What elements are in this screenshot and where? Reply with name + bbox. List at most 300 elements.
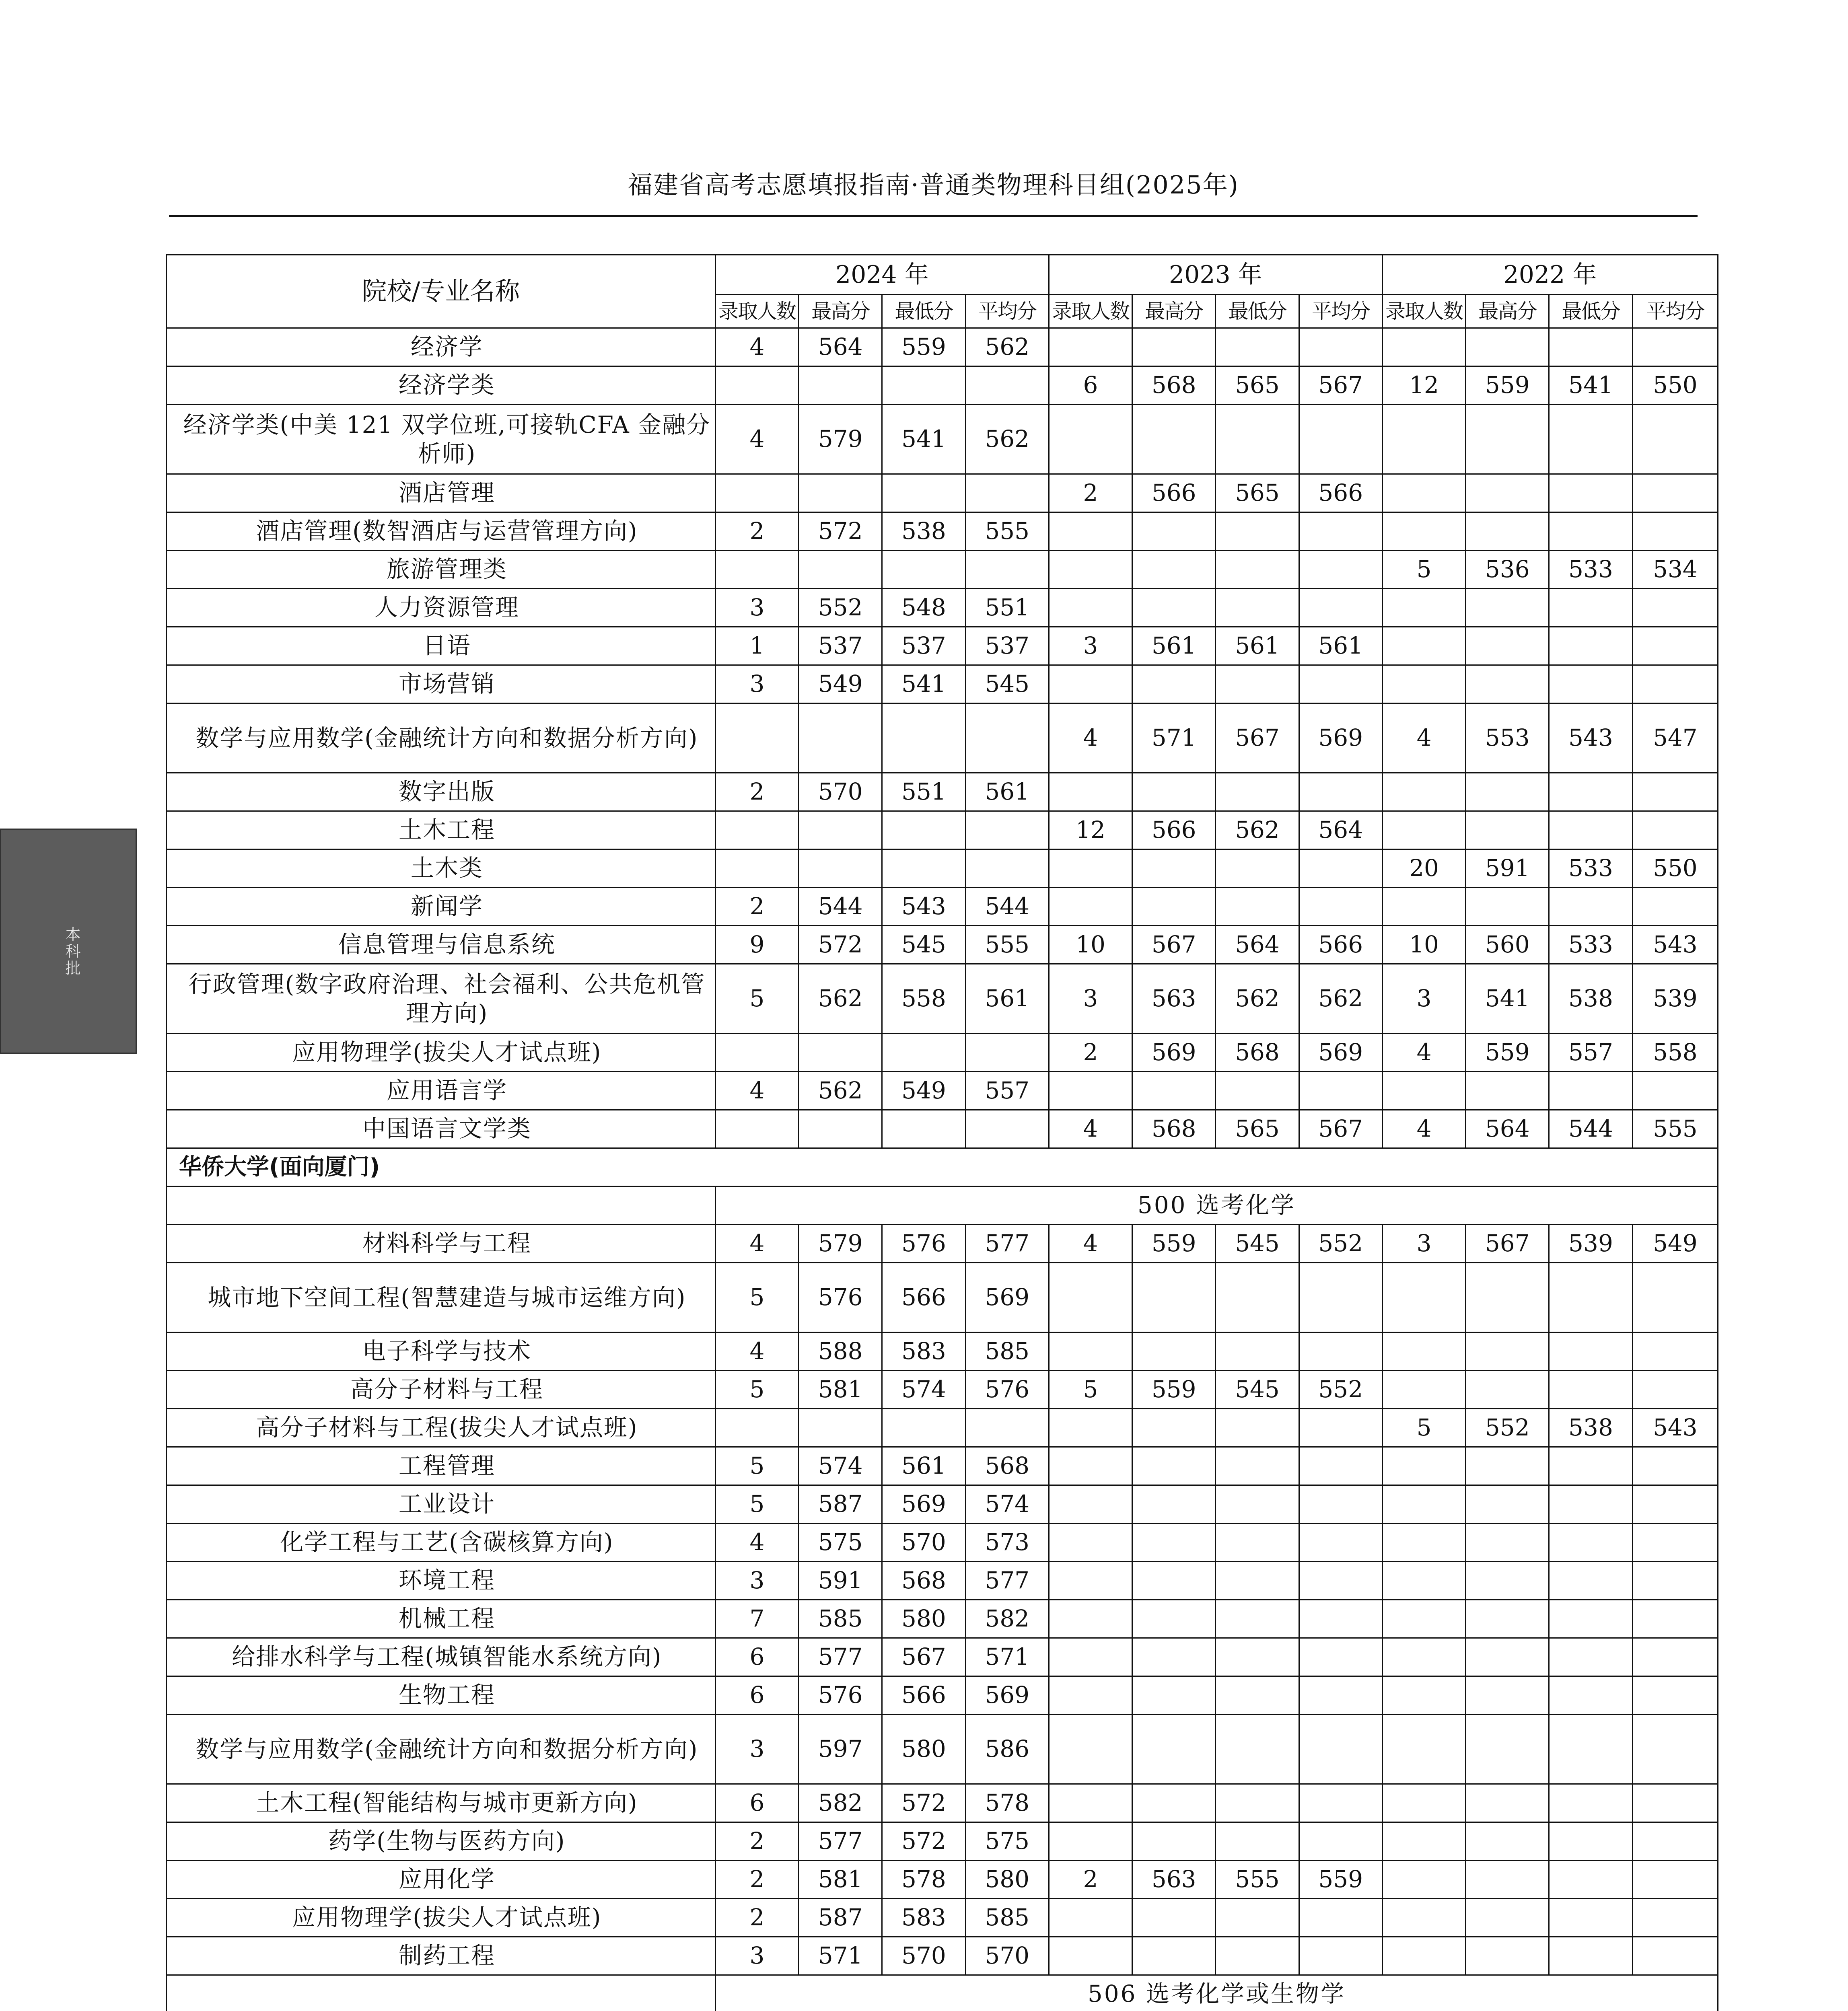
score-cell bbox=[1632, 589, 1718, 627]
score-cell: 579 bbox=[799, 405, 882, 474]
major-name-cell: 药学(生物与医药方向) bbox=[167, 1822, 716, 1861]
score-cell bbox=[715, 1110, 798, 1148]
score-cell bbox=[1466, 1263, 1549, 1332]
score-cell: 566 bbox=[882, 1676, 965, 1715]
school-row bbox=[167, 1148, 1718, 1186]
score-cell bbox=[1549, 811, 1632, 849]
score-cell bbox=[1466, 1638, 1549, 1676]
major-name-cell: 经济学 bbox=[167, 328, 716, 366]
score-cell bbox=[1216, 1524, 1299, 1562]
subject-group-row bbox=[167, 1975, 1718, 2011]
score-cell bbox=[715, 703, 798, 773]
table-row bbox=[167, 1263, 1718, 1332]
score-cell bbox=[1466, 773, 1549, 811]
score-cell: 552 bbox=[1299, 1225, 1382, 1263]
table-row bbox=[167, 849, 1718, 888]
score-cell bbox=[882, 551, 965, 589]
sub-header-cell: 最低分 bbox=[1216, 295, 1299, 328]
sub-header-cell: 最低分 bbox=[882, 295, 965, 328]
score-cell: 5 bbox=[1382, 1409, 1465, 1447]
table-row bbox=[167, 773, 1718, 811]
score-cell: 533 bbox=[1549, 849, 1632, 888]
score-cell bbox=[799, 366, 882, 405]
score-cell: 555 bbox=[965, 512, 1049, 551]
score-cell bbox=[1549, 1524, 1632, 1562]
score-cell bbox=[1132, 551, 1216, 589]
score-cell: 570 bbox=[965, 1937, 1049, 1975]
score-cell bbox=[1299, 1899, 1382, 1937]
score-cell bbox=[1632, 512, 1718, 551]
score-cell bbox=[1466, 1899, 1549, 1937]
score-cell: 570 bbox=[882, 1524, 965, 1562]
score-cell: 559 bbox=[1466, 1034, 1549, 1072]
score-cell bbox=[1382, 1524, 1465, 1562]
score-cell: 2 bbox=[715, 888, 798, 926]
table-row bbox=[167, 1524, 1718, 1562]
table-row bbox=[167, 665, 1718, 703]
sub-header-cell: 平均分 bbox=[1299, 295, 1382, 328]
major-name-cell: 城市地下空间工程(智慧建造与城市运维方向) bbox=[167, 1263, 716, 1332]
year-header-2022: 2022 年 bbox=[1382, 255, 1718, 295]
score-cell bbox=[1382, 1715, 1465, 1784]
score-cell bbox=[1132, 1263, 1216, 1332]
sub-header-cell: 最高分 bbox=[799, 295, 882, 328]
score-cell bbox=[1549, 1937, 1632, 1975]
score-cell bbox=[1216, 589, 1299, 627]
score-cell bbox=[1382, 1371, 1465, 1409]
year-header-2023: 2023 年 bbox=[1049, 255, 1382, 295]
score-cell bbox=[1466, 1371, 1549, 1409]
score-cell bbox=[799, 1409, 882, 1447]
score-cell bbox=[1216, 1263, 1299, 1332]
score-cell: 3 bbox=[715, 589, 798, 627]
score-cell bbox=[1382, 1899, 1465, 1937]
score-cell: 551 bbox=[965, 589, 1049, 627]
score-cell: 3 bbox=[1382, 1225, 1465, 1263]
score-cell bbox=[1299, 1600, 1382, 1638]
major-name-cell: 机械工程 bbox=[167, 1600, 716, 1638]
score-cell bbox=[1549, 1899, 1632, 1937]
side-tab-label: 本科批 bbox=[63, 926, 80, 977]
score-cell bbox=[1216, 551, 1299, 589]
score-cell: 580 bbox=[882, 1715, 965, 1784]
score-cell bbox=[1299, 551, 1382, 589]
score-cell bbox=[1132, 1524, 1216, 1562]
score-cell: 4 bbox=[1382, 703, 1465, 773]
score-cell bbox=[1382, 1332, 1465, 1371]
score-cell bbox=[965, 1409, 1049, 1447]
score-cell: 559 bbox=[1466, 366, 1549, 405]
score-cell bbox=[1382, 474, 1465, 512]
score-cell: 555 bbox=[1632, 1110, 1718, 1148]
table-row bbox=[167, 1110, 1718, 1148]
score-cell: 4 bbox=[1049, 1225, 1132, 1263]
table-row bbox=[167, 888, 1718, 926]
score-cell: 2 bbox=[715, 773, 798, 811]
score-cell bbox=[1049, 1332, 1132, 1371]
major-name-cell: 新闻学 bbox=[167, 888, 716, 926]
score-cell: 568 bbox=[1216, 1034, 1299, 1072]
score-cell bbox=[965, 811, 1049, 849]
score-cell: 545 bbox=[965, 665, 1049, 703]
score-cell: 539 bbox=[1632, 964, 1718, 1034]
score-cell bbox=[799, 474, 882, 512]
score-cell bbox=[1132, 1822, 1216, 1861]
score-cell bbox=[1049, 1485, 1132, 1524]
score-cell bbox=[1632, 1600, 1718, 1638]
score-cell: 12 bbox=[1049, 811, 1132, 849]
score-cell: 2 bbox=[715, 1822, 798, 1861]
score-cell bbox=[1049, 1447, 1132, 1485]
major-name-cell: 土木工程(智能结构与城市更新方向) bbox=[167, 1784, 716, 1822]
score-cell bbox=[1132, 849, 1216, 888]
score-cell: 541 bbox=[882, 665, 965, 703]
score-cell: 4 bbox=[715, 405, 798, 474]
score-cell bbox=[1132, 1332, 1216, 1371]
table-row bbox=[167, 1485, 1718, 1524]
table-row bbox=[167, 1332, 1718, 1371]
score-cell bbox=[1216, 1715, 1299, 1784]
score-cell bbox=[1466, 1861, 1549, 1899]
score-cell: 6 bbox=[715, 1676, 798, 1715]
score-cell: 539 bbox=[1549, 1225, 1632, 1263]
major-name-cell: 酒店管理 bbox=[167, 474, 716, 512]
score-cell bbox=[965, 1110, 1049, 1148]
score-cell bbox=[965, 551, 1049, 589]
score-cell bbox=[1132, 1638, 1216, 1676]
score-cell: 562 bbox=[1216, 811, 1299, 849]
major-name-cell: 日语 bbox=[167, 627, 716, 665]
section-side-tab bbox=[0, 829, 137, 1054]
subject-group-row bbox=[167, 1186, 1718, 1225]
score-cell bbox=[1049, 665, 1132, 703]
group-blank-cell bbox=[167, 1975, 716, 2011]
score-cell bbox=[1549, 1332, 1632, 1371]
score-cell: 582 bbox=[799, 1784, 882, 1822]
score-cell: 6 bbox=[1049, 366, 1132, 405]
score-cell bbox=[1299, 665, 1382, 703]
score-cell: 12 bbox=[1382, 366, 1465, 405]
score-cell bbox=[1132, 1715, 1216, 1784]
score-cell bbox=[882, 474, 965, 512]
table-row bbox=[167, 1638, 1718, 1676]
score-cell: 571 bbox=[965, 1638, 1049, 1676]
table-row bbox=[167, 1409, 1718, 1447]
score-cell bbox=[1132, 773, 1216, 811]
score-cell bbox=[1049, 512, 1132, 551]
table-row bbox=[167, 1715, 1718, 1784]
score-cell: 553 bbox=[1466, 703, 1549, 773]
score-cell: 545 bbox=[1216, 1225, 1299, 1263]
major-name-cell: 行政管理(数字政府治理、社会福利、公共危机管理方向) bbox=[167, 964, 716, 1034]
score-cell bbox=[1216, 1072, 1299, 1110]
score-cell: 6 bbox=[715, 1784, 798, 1822]
score-cell: 547 bbox=[1632, 703, 1718, 773]
score-cell: 544 bbox=[965, 888, 1049, 926]
score-cell bbox=[1216, 1562, 1299, 1600]
score-cell bbox=[1049, 1822, 1132, 1861]
score-cell: 6 bbox=[715, 1638, 798, 1676]
score-cell: 571 bbox=[799, 1937, 882, 1975]
score-cell bbox=[1216, 1638, 1299, 1676]
subject-group-label: 500 选考化学 bbox=[715, 1186, 1718, 1225]
score-cell bbox=[1049, 1562, 1132, 1600]
score-cell bbox=[965, 366, 1049, 405]
score-cell: 549 bbox=[1632, 1225, 1718, 1263]
score-cell bbox=[1049, 1937, 1132, 1975]
score-cell: 579 bbox=[799, 1225, 882, 1263]
major-name-cell: 应用物理学(拔尖人才试点班) bbox=[167, 1034, 716, 1072]
score-cell bbox=[1382, 627, 1465, 665]
score-cell: 557 bbox=[1549, 1034, 1632, 1072]
score-cell bbox=[1299, 1784, 1382, 1822]
table-row bbox=[167, 1600, 1718, 1638]
score-cell bbox=[1466, 1524, 1549, 1562]
score-cell bbox=[1132, 328, 1216, 366]
major-name-cell: 酒店管理(数智酒店与运营管理方向) bbox=[167, 512, 716, 551]
score-cell: 555 bbox=[965, 926, 1049, 964]
score-cell bbox=[799, 849, 882, 888]
score-cell bbox=[1299, 1822, 1382, 1861]
score-cell bbox=[1466, 811, 1549, 849]
score-cell: 567 bbox=[1216, 703, 1299, 773]
major-name-cell: 应用物理学(拔尖人才试点班) bbox=[167, 1899, 716, 1937]
score-cell bbox=[1382, 512, 1465, 551]
score-cell bbox=[1049, 589, 1132, 627]
sub-header-cell: 录取人数 bbox=[1049, 295, 1132, 328]
score-cell: 582 bbox=[965, 1600, 1049, 1638]
score-cell bbox=[1382, 1822, 1465, 1861]
score-cell: 569 bbox=[965, 1676, 1049, 1715]
score-cell bbox=[1466, 1562, 1549, 1600]
score-cell: 576 bbox=[799, 1676, 882, 1715]
score-cell bbox=[1466, 1715, 1549, 1784]
score-cell: 561 bbox=[882, 1447, 965, 1485]
score-cell: 568 bbox=[1132, 1110, 1216, 1148]
score-cell: 576 bbox=[882, 1225, 965, 1263]
score-cell bbox=[1466, 474, 1549, 512]
score-cell bbox=[1382, 1600, 1465, 1638]
score-cell: 564 bbox=[1299, 811, 1382, 849]
table-row bbox=[167, 964, 1718, 1034]
score-cell bbox=[1466, 1784, 1549, 1822]
score-cell: 559 bbox=[1299, 1861, 1382, 1899]
score-cell: 3 bbox=[1382, 964, 1465, 1034]
score-cell: 559 bbox=[1132, 1371, 1216, 1409]
score-cell bbox=[1216, 1409, 1299, 1447]
score-cell: 5 bbox=[715, 964, 798, 1034]
score-cell bbox=[1049, 1409, 1132, 1447]
score-cell bbox=[1216, 1332, 1299, 1371]
score-cell: 567 bbox=[1299, 1110, 1382, 1148]
score-cell: 574 bbox=[882, 1371, 965, 1409]
score-cell: 3 bbox=[715, 1715, 798, 1784]
score-cell bbox=[1299, 1263, 1382, 1332]
score-cell: 9 bbox=[715, 926, 798, 964]
score-cell bbox=[965, 849, 1049, 888]
score-cell: 559 bbox=[1132, 1225, 1216, 1263]
score-cell bbox=[1132, 1676, 1216, 1715]
score-cell: 538 bbox=[1549, 964, 1632, 1034]
score-cell: 5 bbox=[715, 1263, 798, 1332]
score-cell: 562 bbox=[1299, 964, 1382, 1034]
score-cell bbox=[1549, 1371, 1632, 1409]
score-cell bbox=[882, 1110, 965, 1148]
score-cell bbox=[882, 811, 965, 849]
score-cell bbox=[1632, 1562, 1718, 1600]
score-cell: 10 bbox=[1382, 926, 1465, 964]
score-cell: 566 bbox=[1299, 926, 1382, 964]
score-cell: 591 bbox=[1466, 849, 1549, 888]
major-name-cell: 经济学类(中美 121 双学位班,可接轨CFA 金融分析师) bbox=[167, 405, 716, 474]
score-cell bbox=[799, 703, 882, 773]
score-cell: 4 bbox=[715, 1072, 798, 1110]
sub-header-cell: 录取人数 bbox=[1382, 295, 1465, 328]
major-name-cell: 人力资源管理 bbox=[167, 589, 716, 627]
score-cell bbox=[1549, 589, 1632, 627]
score-cell bbox=[715, 1034, 798, 1072]
major-name-cell: 应用化学 bbox=[167, 1861, 716, 1899]
group-blank-cell bbox=[167, 1186, 716, 1225]
score-cell: 580 bbox=[882, 1600, 965, 1638]
score-cell bbox=[1216, 512, 1299, 551]
score-cell bbox=[1632, 773, 1718, 811]
score-cell bbox=[1632, 665, 1718, 703]
score-cell: 583 bbox=[882, 1332, 965, 1371]
score-cell: 4 bbox=[715, 1332, 798, 1371]
score-cell bbox=[1632, 627, 1718, 665]
score-cell bbox=[1549, 1715, 1632, 1784]
score-cell: 563 bbox=[1132, 1861, 1216, 1899]
score-cell: 543 bbox=[1632, 926, 1718, 964]
score-cell: 572 bbox=[799, 512, 882, 551]
score-cell bbox=[1466, 512, 1549, 551]
score-cell: 5 bbox=[1382, 551, 1465, 589]
score-cell bbox=[1632, 1822, 1718, 1861]
score-cell: 566 bbox=[1132, 474, 1216, 512]
score-cell: 569 bbox=[1132, 1034, 1216, 1072]
score-cell: 3 bbox=[1049, 627, 1132, 665]
score-cell bbox=[965, 703, 1049, 773]
score-cell: 4 bbox=[1049, 1110, 1132, 1148]
score-cell bbox=[1549, 1263, 1632, 1332]
score-cell: 537 bbox=[882, 627, 965, 665]
score-cell: 3 bbox=[715, 665, 798, 703]
score-cell bbox=[1632, 405, 1718, 474]
score-cell: 577 bbox=[965, 1562, 1049, 1600]
score-cell: 591 bbox=[799, 1562, 882, 1600]
score-cell bbox=[1632, 474, 1718, 512]
score-cell bbox=[1632, 1263, 1718, 1332]
score-cell: 543 bbox=[1549, 703, 1632, 773]
score-cell: 569 bbox=[882, 1485, 965, 1524]
score-cell bbox=[1049, 1715, 1132, 1784]
score-cell bbox=[1466, 1937, 1549, 1975]
score-cell bbox=[1216, 1784, 1299, 1822]
score-cell: 572 bbox=[882, 1784, 965, 1822]
score-cell bbox=[715, 849, 798, 888]
major-name-cell: 电子科学与技术 bbox=[167, 1332, 716, 1371]
score-cell bbox=[1299, 328, 1382, 366]
score-cell: 557 bbox=[965, 1072, 1049, 1110]
score-cell bbox=[1632, 1332, 1718, 1371]
score-cell bbox=[1049, 1899, 1132, 1937]
score-cell bbox=[1382, 773, 1465, 811]
score-cell bbox=[715, 1409, 798, 1447]
score-cell bbox=[1549, 888, 1632, 926]
score-cell: 568 bbox=[1132, 366, 1216, 405]
table-row bbox=[167, 1447, 1718, 1485]
score-cell: 534 bbox=[1632, 551, 1718, 589]
score-cell bbox=[1632, 1899, 1718, 1937]
score-cell bbox=[1549, 1447, 1632, 1485]
score-cell bbox=[1466, 589, 1549, 627]
score-cell bbox=[1132, 1409, 1216, 1447]
score-cell: 4 bbox=[715, 328, 798, 366]
score-cell: 7 bbox=[715, 1600, 798, 1638]
score-cell bbox=[1132, 1562, 1216, 1600]
score-cell: 567 bbox=[1466, 1225, 1549, 1263]
score-cell: 577 bbox=[799, 1638, 882, 1676]
major-name-cell: 土木工程 bbox=[167, 811, 716, 849]
sub-header-cell: 录取人数 bbox=[715, 295, 798, 328]
score-cell bbox=[1382, 811, 1465, 849]
score-cell bbox=[1382, 1784, 1465, 1822]
score-cell bbox=[1299, 1447, 1382, 1485]
score-cell: 572 bbox=[799, 926, 882, 964]
score-cell: 541 bbox=[1549, 366, 1632, 405]
score-cell: 2 bbox=[715, 1899, 798, 1937]
score-cell bbox=[715, 551, 798, 589]
score-cell bbox=[1382, 1562, 1465, 1600]
table-row bbox=[167, 366, 1718, 405]
major-name-cell: 工程管理 bbox=[167, 1447, 716, 1485]
score-cell bbox=[799, 1034, 882, 1072]
sub-header-cell: 平均分 bbox=[965, 295, 1049, 328]
score-cell: 3 bbox=[1049, 964, 1132, 1034]
score-cell: 587 bbox=[799, 1899, 882, 1937]
score-cell bbox=[1216, 328, 1299, 366]
score-cell: 537 bbox=[965, 627, 1049, 665]
score-cell bbox=[1132, 1937, 1216, 1975]
table-row bbox=[167, 1225, 1718, 1263]
score-cell: 561 bbox=[1299, 627, 1382, 665]
score-cell bbox=[1216, 1937, 1299, 1975]
score-cell bbox=[1549, 1638, 1632, 1676]
score-cell bbox=[1382, 1263, 1465, 1332]
score-cell bbox=[1216, 849, 1299, 888]
score-cell: 565 bbox=[1216, 474, 1299, 512]
score-cell: 562 bbox=[1216, 964, 1299, 1034]
table-row bbox=[167, 474, 1718, 512]
table-row bbox=[167, 627, 1718, 665]
score-cell bbox=[1299, 773, 1382, 811]
score-cell: 552 bbox=[1466, 1409, 1549, 1447]
score-cell bbox=[1299, 1638, 1382, 1676]
score-cell bbox=[1549, 328, 1632, 366]
score-cell: 581 bbox=[799, 1371, 882, 1409]
score-cell bbox=[715, 474, 798, 512]
score-cell bbox=[1632, 1638, 1718, 1676]
score-cell bbox=[1132, 1784, 1216, 1822]
score-cell bbox=[1132, 1600, 1216, 1638]
score-cell: 572 bbox=[882, 1822, 965, 1861]
score-cell: 567 bbox=[882, 1638, 965, 1676]
score-cell: 545 bbox=[1216, 1371, 1299, 1409]
score-cell bbox=[1299, 1072, 1382, 1110]
major-name-cell: 化学工程与工艺(含碳核算方向) bbox=[167, 1524, 716, 1562]
table-body bbox=[167, 328, 1718, 2011]
